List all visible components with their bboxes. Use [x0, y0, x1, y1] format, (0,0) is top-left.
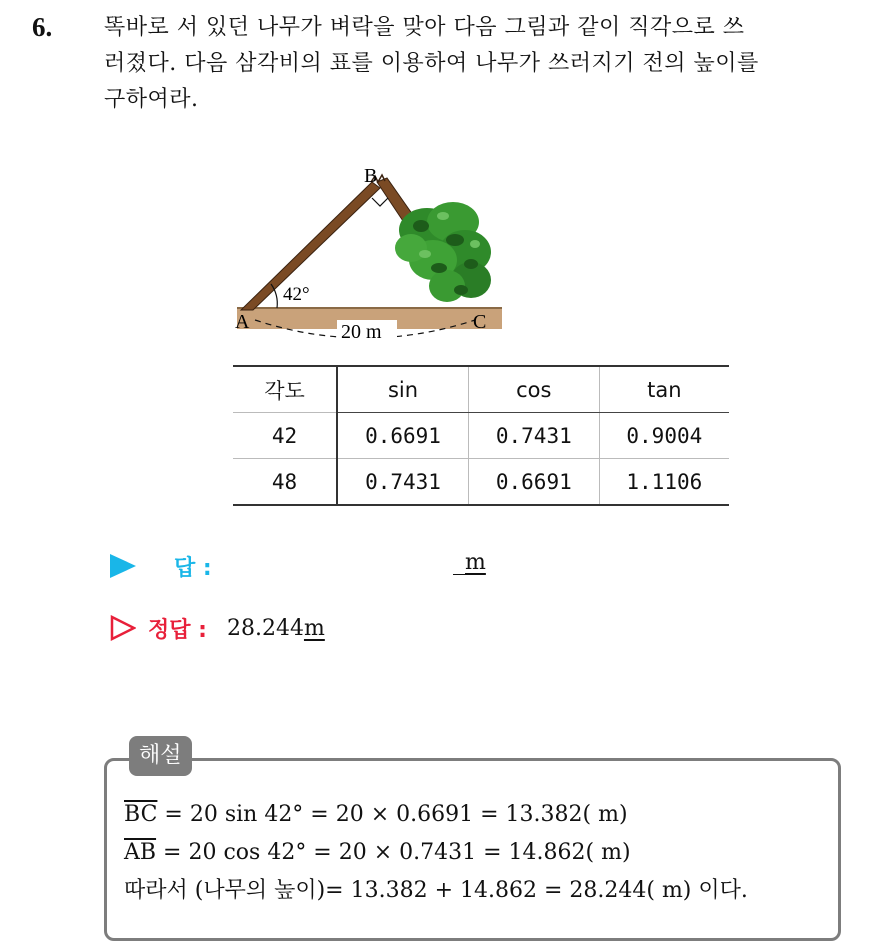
- table-cell: 42: [233, 413, 337, 459]
- solution-lines: [124, 796, 748, 910]
- table-header-row: [233, 366, 729, 413]
- table-cell: 0.6691: [337, 413, 468, 459]
- distance-label: 20 m: [341, 321, 382, 343]
- angle-label: 42°: [283, 284, 310, 305]
- table-cell: 48: [233, 459, 337, 506]
- tree-trunk-lower: [241, 182, 380, 310]
- question-number: 6.: [32, 12, 53, 42]
- correct-answer-value: [227, 616, 325, 641]
- tree-foliage: [395, 202, 491, 302]
- table-header-cell: tan: [599, 366, 729, 413]
- solution-tab: 해설: [129, 736, 192, 776]
- correct-answer-row: [110, 610, 325, 646]
- question-line: 똑바로 서 있던 나무가 벼락을 맞아 다음 그림과 같이 직각으로 쓰: [104, 15, 745, 40]
- table-cell: 0.6691: [468, 459, 599, 506]
- table-header-cell: cos: [468, 366, 599, 413]
- question-text: [104, 10, 874, 118]
- table-row: [233, 459, 729, 506]
- table-cell: 0.7431: [468, 413, 599, 459]
- table-cell: 0.7431: [337, 459, 468, 506]
- correct-answer-unit: m: [303, 615, 325, 641]
- tree-triangle-figure: [225, 160, 515, 350]
- table-header-cell: 각도: [233, 366, 337, 413]
- correct-answer-label: 정답 :: [148, 617, 207, 643]
- solution-line: 따라서 (나무의 높이)= 13.382 + 14.862 = 28.244( m) 이다.: [124, 878, 748, 903]
- solution-line-rest: = 20 sin 42° = 20 × 0.6691 = 13.382( m): [157, 802, 628, 827]
- table-row: [233, 413, 729, 459]
- answer-label: 답 :: [174, 555, 212, 581]
- solution-line: [124, 834, 748, 872]
- table-header-cell: sin: [337, 366, 468, 413]
- play-triangle-icon: [110, 554, 136, 578]
- table-cell: 0.9004: [599, 413, 729, 459]
- label-b: B: [364, 165, 378, 187]
- answer-row: [110, 548, 486, 584]
- question-line: 러졌다. 다음 삼각비의 표를 이용하여 나무가 쓰러지기 전의 높이를: [104, 51, 759, 76]
- segment-ab: $\overline{AB}$: [124, 840, 157, 865]
- solution-line-rest: = 20 cos 42° = 20 × 0.7431 = 14.862( m): [156, 840, 631, 865]
- outline-triangle-icon: [110, 615, 136, 641]
- label-c: C: [473, 311, 487, 333]
- correct-answer-number: 28.244: [226, 615, 304, 641]
- solution-line: [124, 796, 748, 834]
- trig-ratio-table: [233, 365, 729, 506]
- answer-blank[interactable]: [453, 550, 486, 575]
- question-line: 구하여라.: [104, 87, 199, 112]
- segment-bc: $\overline{BC}$: [124, 802, 158, 827]
- label-a: A: [235, 311, 250, 333]
- table-cell: 1.1106: [599, 459, 729, 506]
- right-angle-mark: [372, 198, 388, 206]
- answer-unit: m: [465, 550, 486, 575]
